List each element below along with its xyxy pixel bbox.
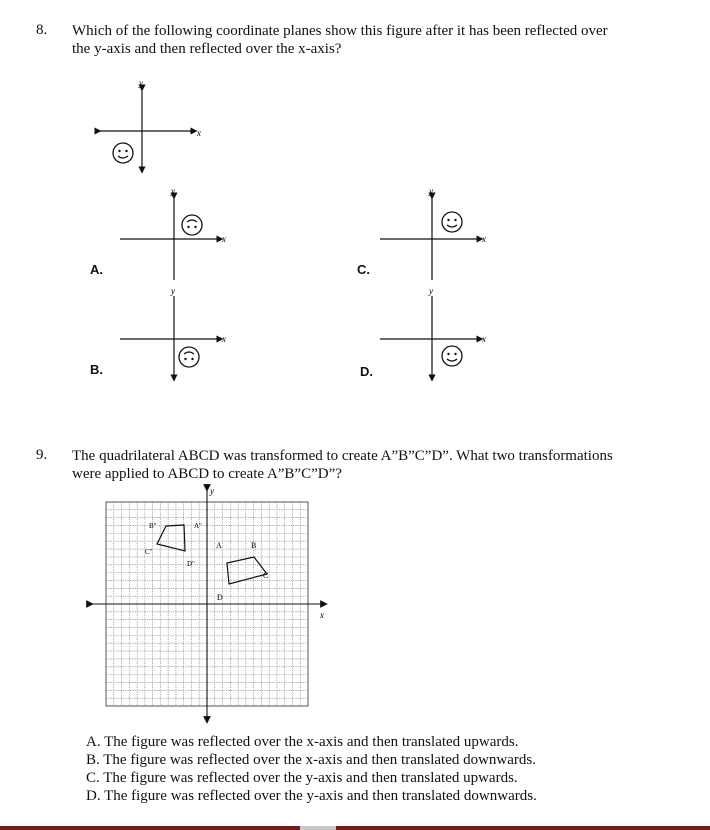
smiley-upside-down-icon	[182, 215, 202, 235]
answer-choices	[86, 733, 537, 805]
quadrilateral-a2b2c2d2	[157, 525, 185, 551]
option-a-plane[interactable]	[110, 186, 240, 282]
question-9-text	[72, 447, 662, 483]
answer-a[interactable]	[86, 733, 537, 751]
question-9-text-line1: The quadrilateral ABCD was transformed to create A”B”C”D”. What two transformations	[72, 448, 613, 464]
x-axis-label: x	[222, 234, 226, 244]
option-d-plane[interactable]	[372, 286, 502, 382]
x-axis-label: x	[482, 234, 486, 244]
vertex-c2-label: C"	[145, 548, 153, 556]
option-c-label: C.	[357, 262, 370, 277]
option-b-plane[interactable]	[110, 286, 240, 382]
vertex-d-label: D	[217, 593, 223, 602]
answer-b-letter: B.	[86, 752, 100, 768]
vertex-a2-label: A"	[194, 522, 202, 530]
answer-d[interactable]	[86, 787, 537, 805]
answer-d-letter: D.	[86, 788, 101, 804]
answer-c-letter: C.	[86, 770, 100, 786]
smiley-icon	[442, 346, 462, 366]
smiley-icon	[442, 212, 462, 232]
page-bottom-border	[0, 826, 710, 830]
answer-b-text: The figure was reflected over the x-axis and then translated downwards.	[103, 752, 537, 768]
quadrilateral-abcd	[227, 557, 267, 584]
answer-a-text: The figure was reflected over the x-axis and then translated upwards.	[104, 734, 519, 750]
question-9-number: 9.	[36, 447, 48, 463]
question-8-text-line2: the y-axis and then reflected over the x-axis?	[72, 41, 342, 57]
x-axis-label: x	[197, 128, 201, 138]
original-figure-plane	[90, 78, 210, 174]
option-b-label: B.	[90, 362, 103, 377]
x-axis-label: x	[482, 334, 486, 344]
y-axis-label: y	[171, 286, 175, 296]
answer-a-letter: A.	[86, 734, 101, 750]
page-bottom-border-gap	[300, 826, 336, 830]
coordinate-grid	[86, 484, 336, 726]
x-axis-label: x	[320, 610, 324, 620]
answer-b[interactable]	[86, 751, 537, 769]
vertex-b-label: B	[251, 541, 257, 550]
vertex-c-label: C	[263, 571, 269, 580]
y-axis-label: y	[429, 286, 433, 296]
question-8-text-line1: Which of the following coordinate planes show this figure after it has been reflected over	[72, 23, 608, 39]
y-axis-label: y	[139, 78, 143, 88]
answer-c-text: The figure was reflected over the y-axis and then translated upwards.	[103, 770, 518, 786]
vertex-a-label: A	[216, 541, 222, 550]
answer-c[interactable]	[86, 769, 537, 787]
question-9-text-line2: were applied to ABCD to create A”B”C”D”?	[72, 466, 342, 482]
vertex-b2-label: B"	[149, 522, 157, 530]
smiley-upside-down-icon	[179, 347, 199, 367]
option-c-plane[interactable]	[372, 186, 502, 282]
option-a-label: A.	[90, 262, 103, 277]
question-8-text	[72, 22, 662, 58]
answer-d-text: The figure was reflected over the y-axis and then translated downwards.	[104, 788, 537, 804]
option-d-label: D.	[360, 364, 373, 379]
question-8-number: 8.	[36, 22, 48, 38]
vertex-d2-label: D"	[187, 560, 195, 568]
x-axis-label: x	[222, 334, 226, 344]
smiley-icon	[113, 143, 133, 163]
y-axis-label: y	[171, 186, 175, 196]
y-axis-label: y	[429, 186, 433, 196]
y-axis-label: y	[210, 486, 214, 496]
